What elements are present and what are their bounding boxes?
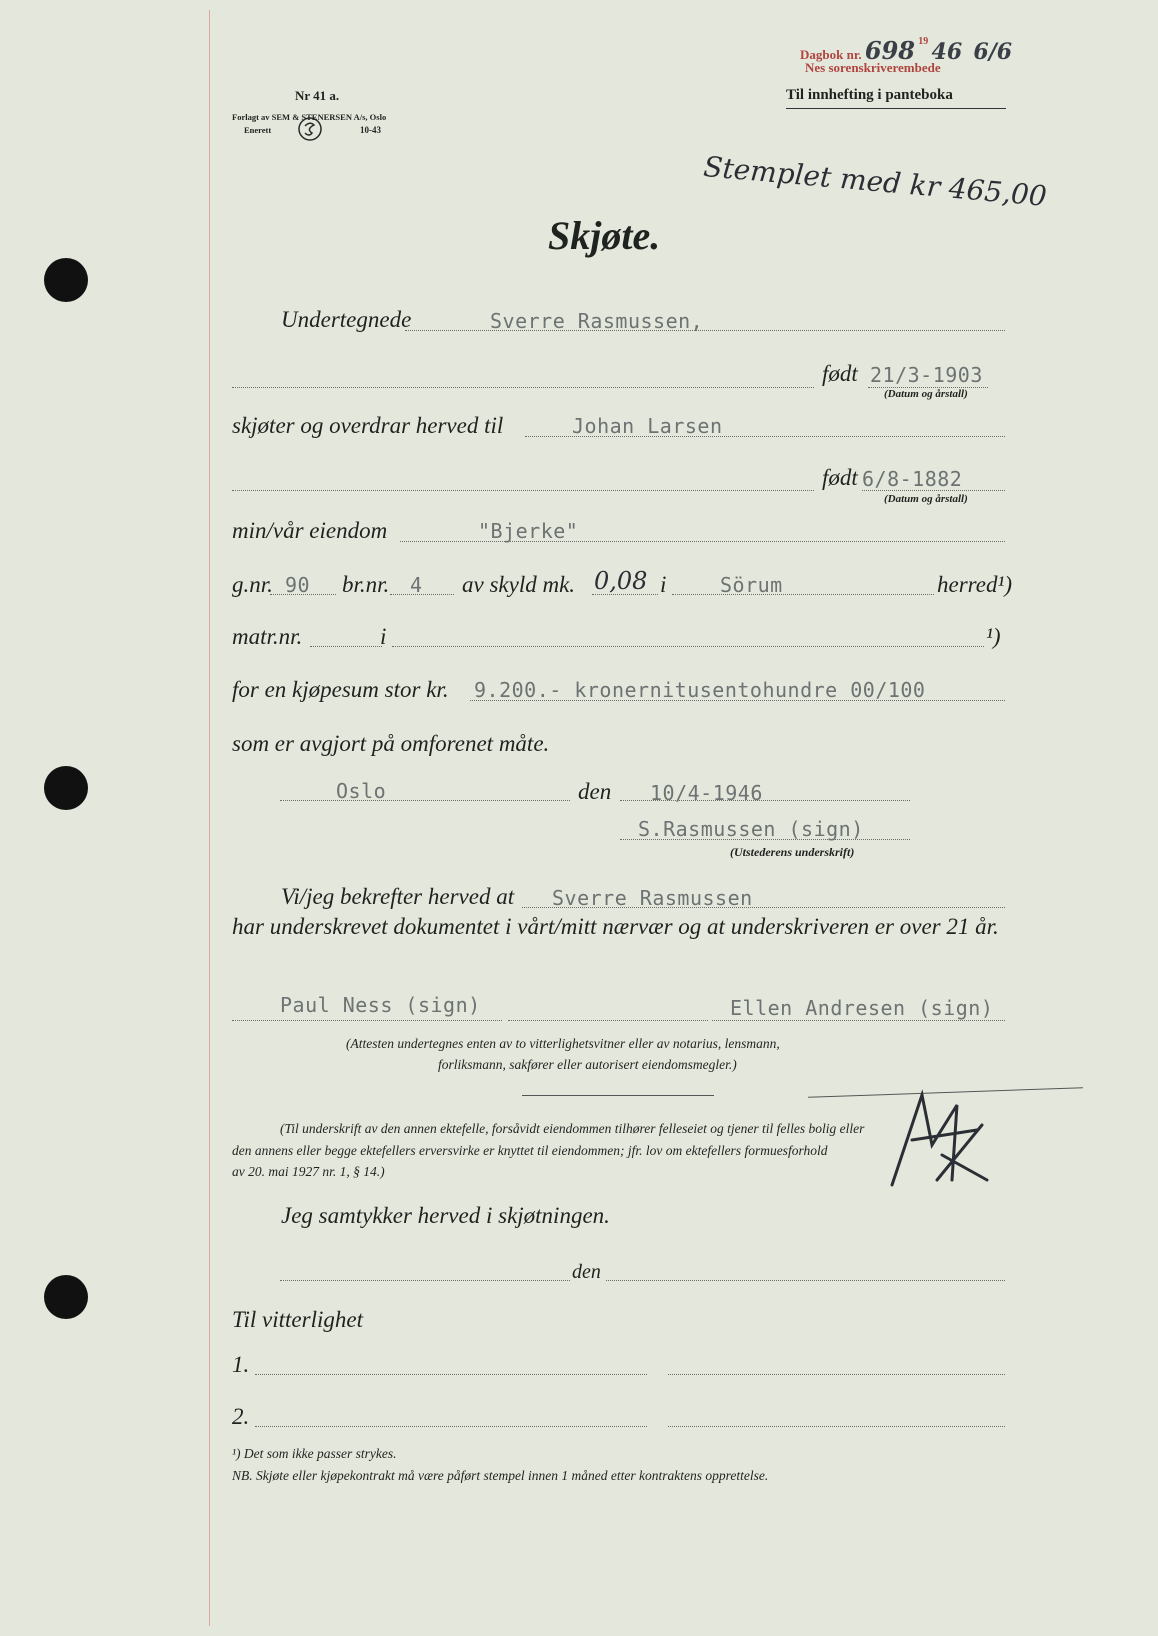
buyer-fodt-label: født: [822, 465, 858, 490]
seller-name: Sverre Rasmussen,: [490, 309, 704, 333]
publisher-line: Forlagt av SEM & STENERSEN A/s, Oslo: [232, 112, 387, 122]
enerett: Enerett: [244, 125, 272, 135]
attest-note-line1: (Attesten undertegnes enten av to vitterlighetsvitner eller av notarius, lensmann,: [346, 1036, 780, 1051]
witness-gap-line: [508, 1020, 708, 1021]
witness-1-line: [232, 1020, 502, 1021]
buyer-born-date: 6/8-1882: [862, 467, 963, 491]
place-line: [280, 800, 570, 801]
publisher-logo-icon: [297, 116, 323, 142]
spouse-consent: Jeg samtykker herved i skjøtningen.: [281, 1203, 610, 1228]
buyer-datum-hint: (Datum og årstall): [884, 493, 968, 505]
attest-line2: har underskrevet dokumentet i vårt/mitt nærvær og at underskriveren er over 21 år.: [232, 914, 999, 939]
matr-line: [310, 646, 382, 647]
stamp-line1: Dagbok nr.: [800, 47, 862, 62]
skyld-label: av skyld mk.: [462, 572, 576, 597]
gnr-value: 90: [285, 573, 311, 597]
form-date: 10-43: [360, 125, 381, 135]
consent-date-line: [606, 1280, 1005, 1281]
gnr-label: g.nr.: [232, 572, 273, 597]
matr-footnote-mark: ¹): [986, 624, 1001, 649]
skjoter-label: skjøter og overdrar herved til: [232, 413, 504, 438]
skyld-i-label: i: [660, 572, 667, 597]
punch-hole-middle: [44, 766, 88, 810]
footer-line2: NB. Skjøte eller kjøpekontrakt må være påført stempel innen 1 måned etter kontraktens opprettelse.: [232, 1468, 769, 1483]
stamp-number: 698: [864, 36, 916, 65]
document-title: Skjøte.: [548, 213, 661, 258]
seller-datum-hint: (Datum og årstall): [884, 388, 968, 400]
eiendom-label: min/vår eiendom: [232, 518, 388, 543]
spouse-note-line1: (Til underskrift av den annen ektefelle, forsåvidt eiendommen tilhører felleseiet og tjener til felles bolig eller: [280, 1121, 865, 1136]
witness-2-signature: Ellen Andresen (sign): [730, 996, 994, 1020]
skyld-line: [592, 594, 658, 595]
utsteder-hint: (Utstederens underskrift): [730, 845, 855, 859]
stamp-date: 6/6: [973, 39, 1013, 65]
punch-hole-top: [44, 258, 88, 302]
seller-signature: S.Rasmussen (sign): [638, 817, 864, 841]
avgjort-text: som er avgjort på omforenet måte.: [232, 731, 550, 756]
skyld-value: 0,08: [594, 567, 648, 595]
attest-note-line2: forliksmann, sakfører eller autorisert eiendomsmegler.): [438, 1057, 737, 1072]
herred-value: Sörum: [720, 573, 783, 597]
til-innhefting-underline: [786, 108, 1006, 109]
buyer-extra-line: [232, 490, 814, 491]
brnr-value: 4: [410, 573, 423, 597]
stamp-line2: Nes sorenskriverembede: [805, 60, 941, 75]
buyer-name: Johan Larsen: [572, 414, 723, 438]
consent-place-line: [280, 1280, 570, 1281]
date-den-label: den: [578, 779, 612, 804]
herred-label: herred¹): [937, 572, 1013, 597]
punch-hole-bottom: [44, 1275, 88, 1319]
spouse-note-line2: den annens eller begge ektefellers erversvirke er knyttet til eiendommen; jfr. lov om ektefellers formuesforhold: [232, 1143, 828, 1158]
seller-signature-line: [620, 839, 910, 840]
kjopesum-value: 9.200.- kronernitusentohundre 00/100: [474, 678, 926, 702]
consent-den-label: den: [572, 1261, 601, 1283]
handwritten-fee-note: Stemplet med kr 465,00: [702, 150, 1049, 213]
matr-i-line: [392, 646, 984, 647]
til-innhefting: Til innhefting i panteboka: [786, 87, 953, 103]
vitterlighet-1-right-line: [668, 1374, 1005, 1375]
seller-born-date: 21/3-1903: [870, 363, 983, 387]
witness-number-1: 1.: [232, 1352, 250, 1377]
vitterlighet-2-left-line: [255, 1426, 647, 1427]
witness-1-signature: Paul Ness (sign): [280, 993, 481, 1017]
witness-2-line: [712, 1020, 1005, 1021]
form-number: Nr 41 a.: [295, 88, 340, 103]
stamp-year-prefix: 19: [918, 36, 929, 47]
place-value: Oslo: [336, 779, 387, 803]
matr-i-label: i: [380, 624, 387, 649]
kjopesum-label: for en kjøpesum stor kr.: [232, 677, 449, 702]
seller-extra-line: [232, 387, 814, 388]
separator-rule: [522, 1095, 714, 1096]
attested-name: Sverre Rasmussen: [552, 886, 753, 910]
vitterlighet-1-left-line: [255, 1374, 647, 1375]
margin-rule: [209, 10, 210, 1626]
property-name: "Bjerke": [478, 519, 579, 543]
vitterlighet-2-right-line: [668, 1426, 1005, 1427]
matr-label: matr.nr.: [232, 624, 303, 649]
date-value: 10/4-1946: [650, 781, 763, 805]
buyer-born-line: [862, 490, 1005, 491]
herred-line: [672, 594, 934, 595]
stamp-year: 46: [931, 39, 963, 65]
vitterlighet-label: Til vitterlighet: [232, 1307, 363, 1332]
undertegnede-label: Undertegnede: [281, 307, 412, 332]
seller-fodt-label: født: [822, 361, 858, 386]
witness-number-2: 2.: [232, 1404, 250, 1429]
footer-line1: ¹) Det som ikke passer strykes.: [232, 1446, 397, 1461]
attest-prefix: Vi/jeg bekrefter herved at: [281, 884, 515, 909]
spouse-note-line3: av 20. mai 1927 nr. 1, § 14.): [232, 1164, 385, 1179]
handwritten-initials-icon: [882, 1085, 992, 1195]
brnr-label: br.nr.: [342, 572, 390, 597]
